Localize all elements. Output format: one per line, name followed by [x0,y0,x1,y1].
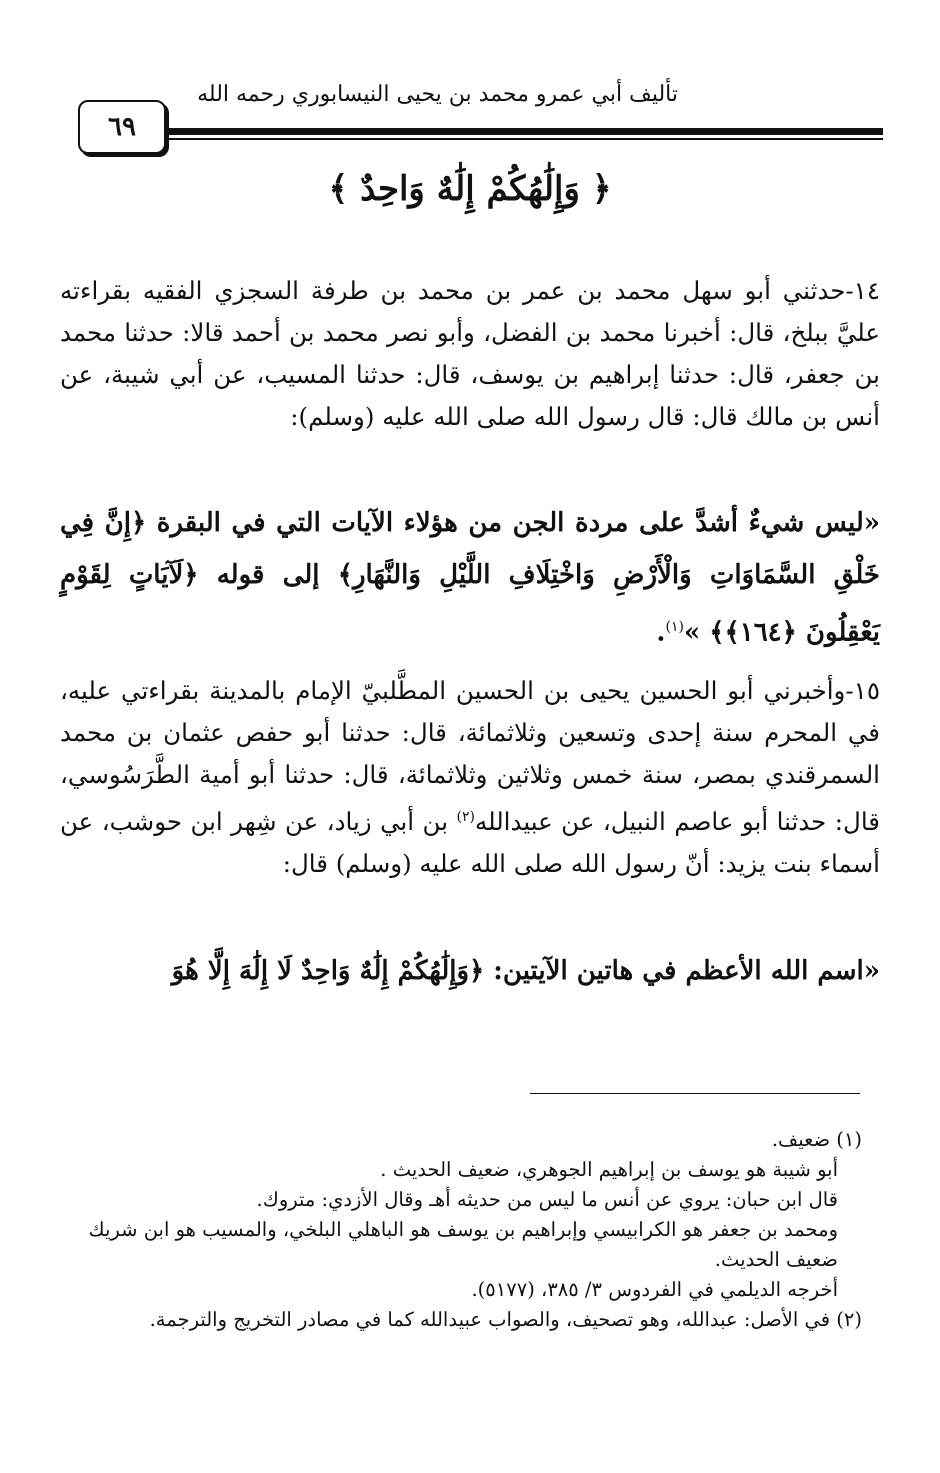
footnote-2: (٢) في الأصل: عبدالله، وهو تصحيف، والصواب عبيدالله كما في مصادر التخريج والترجمة. [149,1308,862,1331]
running-title: تأليف أبي عمرو محمد بن يحيى النيسابوري رحمه الله [197,82,678,107]
footnotes [58,1125,862,1335]
hadith-14-isnad: ١٤-حدثني أبو سهل محمد بن عمر بن محمد بن طرفة السجزي الفقيه بقراءته عليَّ ببلخ، قال: أخبرنا محمد بن الفضل، وأبو نصر محمد بن أحمد قالا: حدثنا محمد بن جعفر، قال: حدثنا إبراهيم بن يوسف، قال: حدثنا المسيب، عن أبي شيبة، عن أنس بن مالك قال: قال رسول الله صلى الله عليه (وسلم): [60,276,880,431]
header-rule-thick [150,128,883,135]
hadith-14-quote: «ليس شيءٌ أشدَّ على مردة الجن من هؤلاء الآيات التي في البقرة ﴿إِنَّ فِي خَلْقِ السَّمَاوَاتِ وَالْأَرْضِ وَاخْتِلَافِ اللَّيْلِ وَالنَّهَارِ﴾ إلى قوله ﴿لَآيَاتٍ لِقَوْمٍ يَعْقِلُونَ ﴿١٦٤﴾﴾ » [60,508,880,648]
chapter-heading-verse: ﴿ وَإِلَٰهُكُمْ إِلَٰهٌ وَاحِدٌ ﴾ [328,169,612,209]
hadith-15-text-part2: بن أبي زياد، عن شِهر ابن حوشب، عن أسماء بنت يزيد: أنّ رسول الله صلى الله عليه (وسلم) قال: [60,807,880,879]
footnote-separator [530,1093,860,1094]
footnote-1-line: ومحمد بن جعفر هو الكرابيسي وإبراهيم بن يوسف هو الباهلي البلخي، والمسيب هو ابن شريك ضعيف الحديث. [88,1218,838,1271]
hadith-14-matn: «ليس شيءٌ أشدَّ على مردة الجن من هؤلاء الآيات التي في البقرة ﴿إِنَّ فِي خَلْقِ السَّمَاوَاتِ وَالْأَرْضِ وَاخْتِلَافِ اللَّيْلِ وَالنَّهَارِ﴾ إلى قوله ﴿لَآيَاتٍ لِقَوْمٍ يَعْقِلُونَ ﴿١٦٤﴾﴾ »$^{(١)}$. [60,508,880,648]
footnote-marker-1: (١) [665,619,684,635]
hadith-15-isnad [60,670,880,885]
footnote-1: (١) ضعيف. [771,1128,862,1151]
footnote-marker-2: (٢) [456,809,475,825]
page-number: ٦٩ [78,100,166,154]
header-rule-thin [150,138,883,140]
footnote-1-line: أخرجه الديلمي في الفردوس ٣/ ٣٨٥، (٥١٧٧). [471,1278,838,1301]
hadith-15-matn: «اسم الله الأعظم في هاتين الآيتين: ﴿وَإِلَٰهُكُمْ إِلَٰهٌ وَاحِدٌ لَا إِلَٰهَ إِلَّا هُوَ [171,956,880,986]
footnote-1-line: أبو شيبة هو يوسف بن إبراهيم الجوهري، ضعيف الحديث . [380,1158,838,1181]
footnote-1-line: قال ابن حبان: يروي عن أنس ما ليس من حديثه أهـ وقال الأزدي: متروك. [256,1188,838,1211]
hadith-15-text-part1: ١٥-وأخبرني أبو الحسين يحيى بن الحسين المطَّلبيّ الإمام بالمدينة بقراءتي عليه، في المحرم سنة إحدى وتسعين وثلاثمائة، قال: حدثنا أبو حفص عثمان بن محمد السمرقندي بمصر، سنة خمس وثلاثين وثلاثمائة، قال: حدثنا أبو أمية الطَّرَسُوسي، قال: حدثنا أبو عاصم النبيل، عن عبيدالله [60,676,880,837]
